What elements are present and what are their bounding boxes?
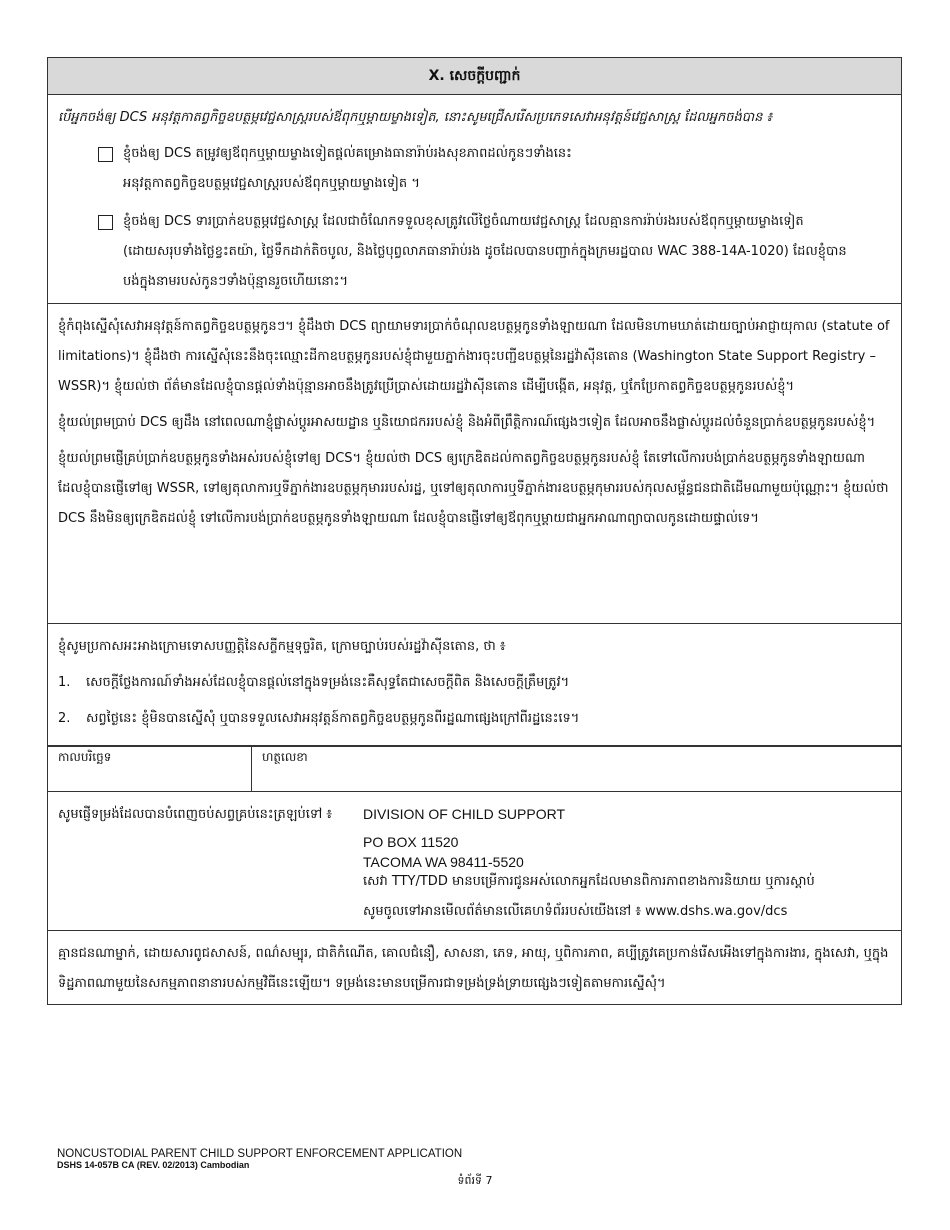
medical-option-1-checkbox[interactable] [98,147,113,162]
section-title: X. សេចក្តីបញ្ជាក់ [428,68,521,84]
option-1-line1: ខ្ញុំចង់ឲ្យ DCS តម្រូវឲ្យឪពុកឬម្តាយម្ខាងទៀតផ្តល់គម្រោងធានារ៉ាប់រងសុខភាពដល់កូនៗទាំងនេះ [123,146,572,161]
section-header [47,57,902,95]
option-2-line1: ខ្ញុំចង់ឲ្យ DCS ទារប្រាក់ឧបត្ថម្ភវេជ្ជសាស្ត្រ ដែលជាចំណែកទទួលខុសត្រូវលើថ្លៃចំណាយវេជ្ជសាស្ត្រ ដែលគ្មានការរ៉ាប់រងរបស់ឪពុកឬម្តាយម្ខាងទៀត [123,214,804,229]
mailing-org: DIVISION OF CHILD SUPPORT [363,806,565,822]
declaration-section [47,624,902,746]
medical-option-2-checkbox[interactable] [98,215,113,230]
date-label: កាលបរិច្ឆេទ [58,750,112,764]
signature-row [47,746,902,791]
signature-label: ហត្ថលេខា [262,750,308,764]
page-number: ទំព័រទី 7 [457,1174,493,1187]
declaration-item-number: 1. [58,675,71,690]
tty-notice: សេវា TTY/TDD មានបម្រើការជូនអស់លោកអ្នកដែលមានពិការភាពខាងការនិយាយ ឬការស្តាប់ [363,874,815,889]
paragraph-payments: ខ្ញុំយល់ព្រមផ្ញើគ្រប់ប្រាក់ឧបត្ថម្ភកូនទាំងអស់របស់ខ្ញុំទៅឲ្យ DCS។ ខ្ញុំយល់ថា DCS ឲ្យក្រេឌិតដល់កាតព្វកិច្ចឧបត្ថម្ភកូនរបស់ខ្ញុំ តែទៅលើការបង់ប្រាក់ឧបត្ថម្ភកូនទាំងឡាយណា ដែលខ្ញុំបានផ្ញើទៅឲ្យ WSSR, ទៅឲ្យតុលាការឬទីភ្នាក់ងារឧបត្ថម្ភកុមាររបស់រដ្ឋ, ឬទៅឲ្យតុលាការឬទីភ្នាក់ងារឧបត្ថម្ភកុមាររបស់កុលសម្ព័ន្ធជនជាតិដើមណាមួយប៉ុណ្ណោះ។ ខ្ញុំយល់ថា DCS នឹងមិនឲ្យក្រេឌិតដល់ខ្ញុំ ទៅលើការបង់ប្រាក់ឧបត្ថម្ភកូនទាំងឡាយណា ដែលខ្ញុំបានផ្ញើទៅឲ្យឪពុកឬម្តាយជាអ្នកអាណាព្យាបាលកូនដោយផ្ទាល់ទេ។ [58,451,889,526]
form-page [47,57,902,1005]
mailing-address [363,804,891,918]
nondiscrimination-text: គ្មានជនណាម្នាក់, ដោយសារពូជសាសន៍, ពណ៌សម្បុរ, ជាតិកំណើត, គោលជំនឿ, សាសនា, ភេទ, អាយុ, ឬពិការភាព, គប្បីត្រូវគេប្រកាន់រើសអើងទៅក្នុងការងារ, ក្នុងសេវា, ឬក្នុងទិដ្ឋភាពណាមួយនៃសកម្មភាពនានារបស់កម្មវិធីនេះឡើយ។ ទម្រង់នេះមានបម្រើការជាទម្រង់ទ្រង់ទ្រាយផ្សេងៗទៀតតាមការស្នើសុំ។ [58,946,889,991]
form-id: DSHS 14-057B CA (REV. 02/2013) Cambodian [57,1160,250,1170]
website-notice: សូមចូលទៅអានមើលព័ត៌មានលើគេហទំព័ររបស់យើងនៅ ៖ www.dshs.wa.gov/dcs [363,904,788,919]
medical-option-2 [98,207,891,297]
option-2-line3: បង់ក្នុងនាមរបស់កូនៗទាំងប៉ុន្មានរួចហើយនោះ។ [123,274,349,289]
nondiscrimination-section [47,931,902,1005]
declaration-item-text: សេចក្តីថ្លែងការណ៍ទាំងអស់ដែលខ្ញុំបានផ្តល់នៅក្នុងទម្រង់នេះគឺសុទ្ធតែជាសេចក្តីពិត និងសេចក្តីត្រឹមត្រូវ។ [86,675,570,690]
mailing-instruction: សូមផ្ញើទម្រង់ដែលបានបំពេញចប់សព្វគ្រប់នេះត្រឡប់ទៅ ៖ [58,807,333,822]
paragraph-enforcement: ខ្ញុំកំពុងស្នើសុំសេវាអនុវត្តន៍កាតព្វកិច្ចឧបត្ថម្ភកូនៗ។ ខ្ញុំដឹងថា DCS ព្យាយាមទារប្រាក់ចំណុលឧបត្ថម្ភកូនទាំងឡាយណា ដែលមិនហាមឃាត់ដោយច្បាប់អាជ្ញាយុកាល (statute of limitations)។ ខ្ញុំដឹងថា ការស្នើសុំនេះនឹងចុះឈ្មោះដីកាឧបត្ថម្ភកូនរបស់ខ្ញុំជាមួយភ្នាក់ងារចុះបញ្ជីឧបត្ថម្ភនៃរដ្ឋវ៉ាស៊ីនតោន (Washington State Support Registry – WSSR)។ ខ្ញុំយល់ថា ព័ត៌មានដែលខ្ញុំបានផ្តល់ទាំងប៉ុន្មានអាចនឹងត្រូវប្រើប្រាស់ដោយរដ្ឋវ៉ាស៊ីនតោន ដើម្បីបង្កើត, អនុវត្ត, ឬកែប្រែកាតព្វកិច្ចឧបត្ថម្ភកូនរបស់ខ្ញុំ។ [58,319,890,394]
date-field[interactable] [48,747,252,791]
declaration-item-number: 2. [58,711,71,726]
form-title: NONCUSTODIAL PARENT CHILD SUPPORT ENFORCEMENT APPLICATION [57,1148,463,1160]
option-1-line2: អនុវត្តកាតព្វកិច្ចឧបត្ថម្ភវេជ្ជសាស្ត្ររបស់ឪពុកឬម្តាយម្ខាងទៀត ។ [123,176,420,191]
option-2-line2: (ដោយសរុបទាំងថ្លៃខ្វះតយ៉ា, ថ្លៃទឹកដាក់តិចបូល, និងថ្លៃបុព្វលាភធានារ៉ាប់រង ដូចដែលបានបញ្ជាក់ក្នុងក្រមរដ្ឋបាល WAC 388-14A-1020) ដែលខ្ញុំបាន [123,244,847,259]
mailing-section [47,791,902,931]
medical-support-section [47,95,902,304]
mailing-city: TACOMA WA 98411-5520 [363,854,524,870]
declaration-item [58,668,891,698]
declaration-intro: ខ្ញុំសូមប្រកាសអះអាងក្រោមទោសបញ្ញត្តិនៃសក្ខីកម្មទុច្ចរិត, ក្រោមច្បាប់របស់រដ្ឋវ៉ាស៊ីនតោន, ថា ៖ [58,639,506,654]
footer [57,1148,462,1170]
medical-option-1 [98,139,891,199]
declaration-item-text: សព្វថ្ងៃនេះ ខ្ញុំមិនបានស្នើសុំ ឬបានទទួលសេវាអនុវត្តន៍កាតព្វកិច្ចឧបត្ថម្ភកូនពីរដ្ឋណាផ្សេងក្រៅពីរដ្ឋនេះទេ។ [86,711,580,726]
medical-intro: បើអ្នកចង់ឲ្យ DCS អនុវត្តកាតព្វកិច្ចឧបត្ថម្ភវេជ្ជសាស្ត្ររបស់ឪពុកឬម្តាយម្ខាងទៀត, នោះសូមជ្រើសរើសប្រភេទសេវាអនុវត្តន៍វេជ្ជសាស្ត្រ ដែលអ្នកចង់បាន ៖ [58,110,773,125]
paragraph-notify: ខ្ញុំយល់ព្រមប្រាប់ DCS ឲ្យដឹង នៅពេលណាខ្ញុំផ្លាស់ប្តូរអាសយដ្ឋាន ឬនិយោជកររបស់ខ្ញុំ និងអំពីព្រឹត្តិការណ៍ផ្សេងៗទៀត ដែលអាចនឹងផ្លាស់ប្តូរដល់ចំនួនប្រាក់ឧបត្ថម្ភកូនរបស់ខ្ញុំ។ [58,415,876,430]
mailing-po-box: PO BOX 11520 [363,834,459,850]
declaration-item [58,704,891,734]
acknowledgement-section [47,304,902,624]
signature-field[interactable] [252,747,901,791]
